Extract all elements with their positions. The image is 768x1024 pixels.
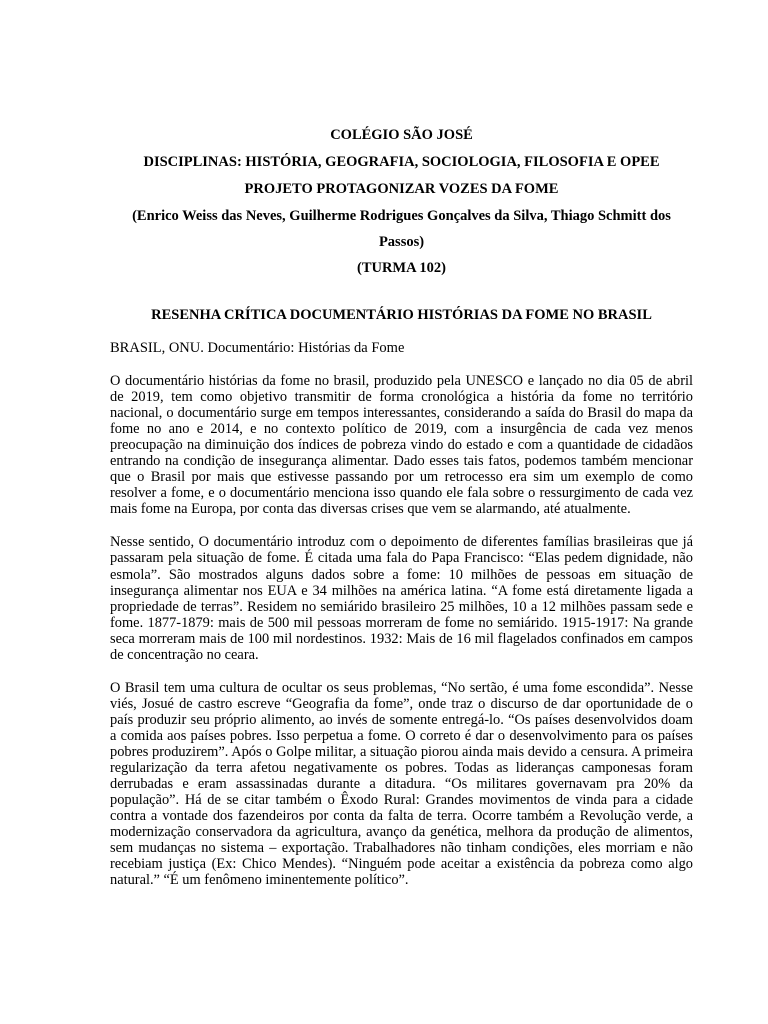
body-paragraph: O documentário histórias da fome no brasil, produzido pela UNESCO e lançado no dia 05 de abril de 2019, tem como objetivo transmitir de forma cronológica a história da fome no território nacional, o documentário surge em tempos interessantes, considerando a saída do Brasil do mapa da fome no ano e 2014, e no contexto político de 2019, com a insurgência de cada vez menos preocupação na diminuição dos índices de pobreza vindo do estado e com a quantidade de cidadãos entrando na condição de insegurança alimentar. Dado esses tais fatos, podemos também mencionar que o Brasil por mais que estivesse passando por um retrocesso era sim um exemplo de como resolver a fome, e o documentário menciona isso quando ele fala sobre o ressurgimento de cada vez mais fome na Europa, por conta das diversas crises que vem se alarmando, até atualmente. (110, 373, 693, 518)
body-paragraph: Nesse sentido, O documentário introduz com o depoimento de diferentes famílias brasileiras que já passaram pela situação de fome. É citada uma fala do Papa Francisco: “Elas pedem dignidade, não esmola”. São mostrados alguns dados sobre a fome: 10 milhões de pessoas em situação de insegurança alimentar nos EUA e 34 milhões na américa latina. “A fome está diretamente ligada a propriedade de terras”. Residem no semiárido brasileiro 25 milhões, 10 a 12 milhões passam sede e fome. 1877-1879: mais de 500 mil pessoas morreram de fome no semiárido. 1915-1917: Na grande seca morreram mais de 100 mil nordestinos. 1932: Mais de 16 mil flagelados confinados em campos de concentração no ceara. (110, 534, 693, 663)
review-title: RESENHA CRÍTICA DOCUMENTÁRIO HISTÓRIAS DA FOME NO BRASIL (151, 307, 652, 323)
body-paragraph: O Brasil tem uma cultura de ocultar os seus problemas, “No sertão, é uma fome escondida”. Nesse viés, Josué de castro escreve “Geografia da fome”, onde traz o discurso de dar oportunidade de o país produzir seu próprio alimento, ao invés de somente entregá-lo. “Os países desenvolvidos doam a comida aos países pobres. Isso perpetua a fome. O correto é dar o desenvolvimento para os países pobres produzirem”. Após o Golpe militar, a situação piorou ainda mais devido a censura. A primeira regularização da terra afetou negativamente os pobres. Todas as lideranças camponesas foram derrubadas e eram assassinadas durante a ditadura. “Os militares governavam pra 20% da população”. Há de se citar também o Êxodo Rural: Grandes movimentos de vinda para a cidade contra a vontade dos fazendeiros por conta da falta de terra. Ocorre também a Revolução verde, a modernização conservadora da agricultura, avanço da genética, melhora da produção de alimentos, sem mudanças no sistema – exportação. Trabalhadores não tinham condições, eles morriam e não recebiam justiça (Ex: Chico Mendes). “Ninguém pode aceitar a existência da pobreza como algo natural.” “É um fenômeno iminentemente político”. (110, 679, 693, 889)
reference-line: BRASIL, ONU. Documentário: Histórias da Fome (110, 340, 405, 356)
document-page (110, 122, 693, 888)
authors-line: (Enrico Weiss das Neves, Guilherme Rodrigues Gonçalves da Silva, Thiago Schmitt dos Passos) (132, 208, 671, 250)
disciplines-line: DISCIPLINAS: HISTÓRIA, GEOGRAFIA, SOCIOLOGIA, FILOSOFIA E OPEE (143, 154, 660, 170)
school-name: COLÉGIO SÃO JOSÉ (330, 127, 473, 143)
project-title: PROJETO PROTAGONIZAR VOZES DA FOME (244, 181, 559, 197)
class-line: (TURMA 102) (356, 260, 446, 276)
